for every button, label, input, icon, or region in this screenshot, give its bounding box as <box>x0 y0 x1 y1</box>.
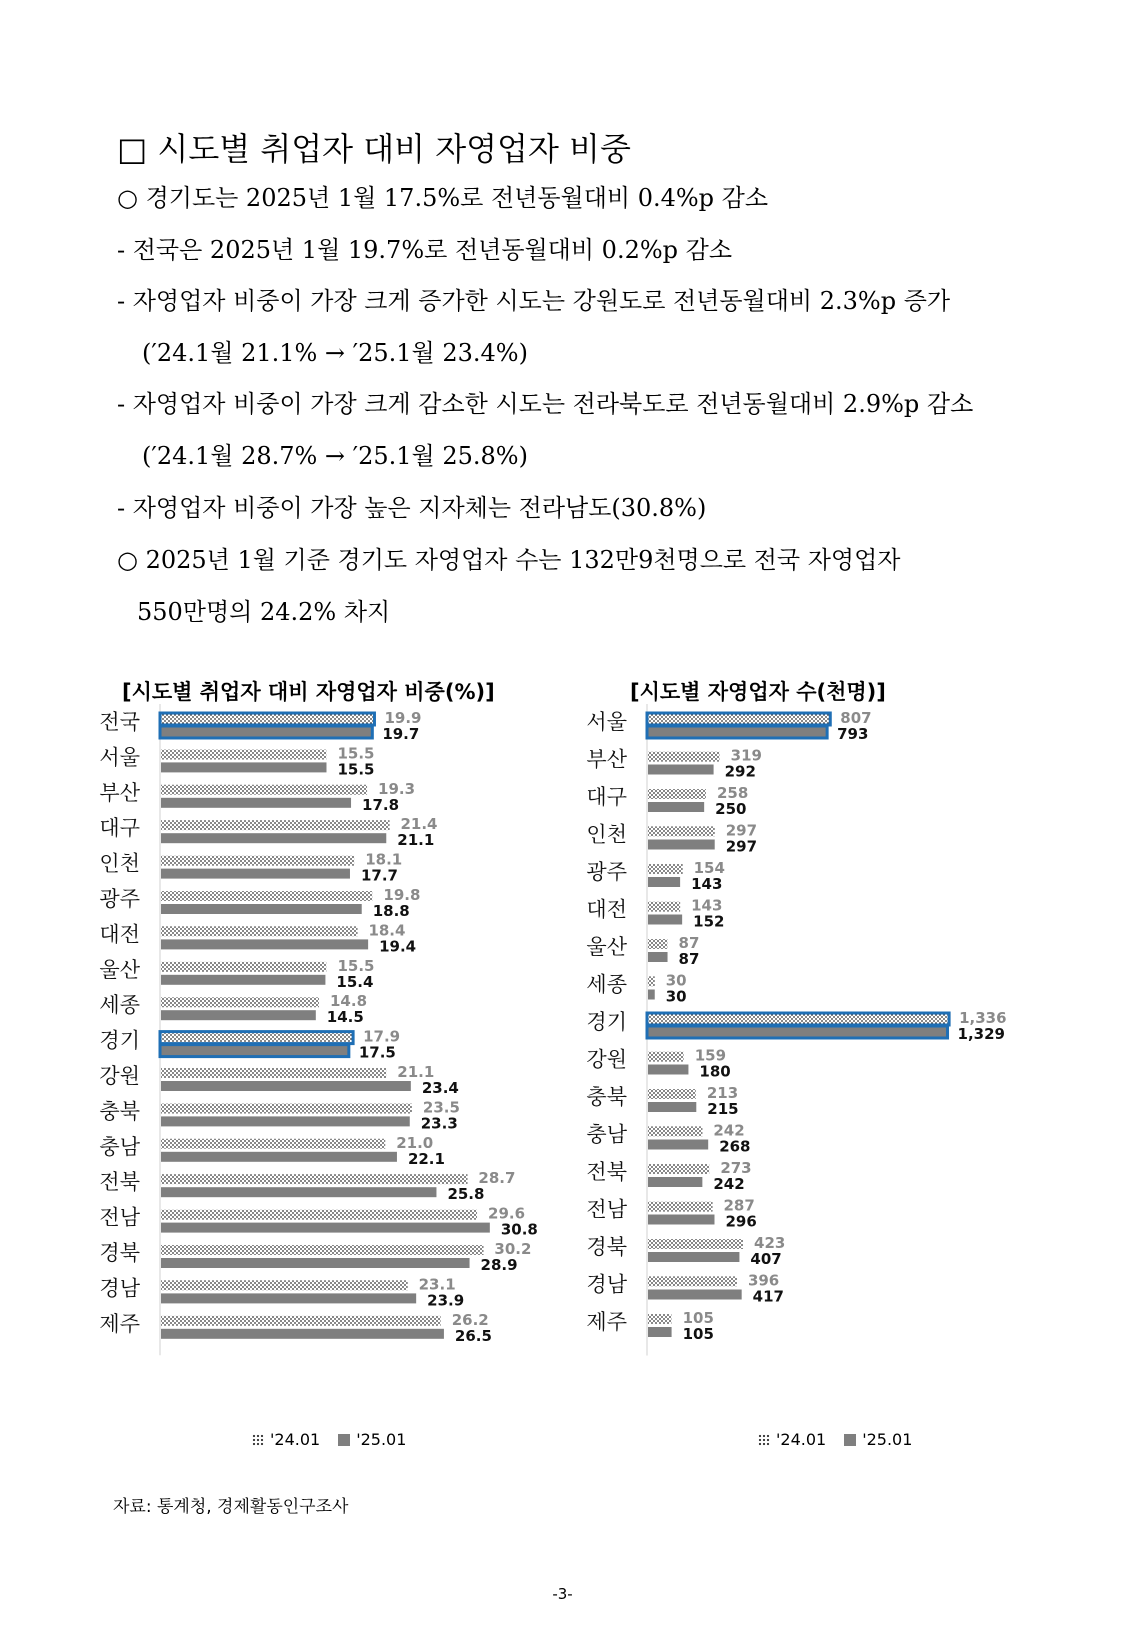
chart-svg-0 <box>99 709 580 1408</box>
summary-line-3: - 자영업자 비중이 가장 크게 증가한 시도는 강원도로 전년동월대비 2.3%p 증가 <box>117 287 951 315</box>
data-label-2025: 152 <box>693 912 725 931</box>
category-label: 대전 <box>99 922 140 947</box>
data-label-2024: 28.7 <box>478 1169 516 1188</box>
summary-line-4: (′24.1월 21.1% → ′25.1월 23.4%) <box>142 339 528 367</box>
bar-2025 <box>648 990 655 1000</box>
bar-2025 <box>161 1010 316 1020</box>
data-label-2025: 215 <box>707 1100 739 1118</box>
data-label-2025: 292 <box>724 762 756 781</box>
category-label: 세종 <box>99 993 140 1018</box>
bar-2024 <box>648 1277 737 1287</box>
data-label-2025: 14.5 <box>326 1008 364 1027</box>
bar-2025 <box>161 869 350 879</box>
summary-line-1: ○ 경기도는 2025년 1월 17.5%로 전년동월대비 0.4%p 감소 <box>117 184 769 212</box>
count-bar-chart <box>586 709 1075 1408</box>
data-label-2025: 87 <box>678 950 700 968</box>
category-label: 제주 <box>99 1311 140 1336</box>
bar-2025 <box>161 1116 410 1126</box>
page-number: -3- <box>552 1585 573 1603</box>
data-label-2025: 180 <box>699 1062 731 1081</box>
data-label-2025: 268 <box>719 1137 751 1156</box>
bar-2024 <box>648 902 680 912</box>
data-label-2024: 30.2 <box>494 1240 532 1258</box>
category-label: 울산 <box>586 935 627 959</box>
data-label-2024: 15.5 <box>337 744 375 763</box>
legend-label-2024: '24.01 <box>776 1430 827 1449</box>
data-label-2024: 18.4 <box>368 921 406 940</box>
category-label: 대구 <box>586 785 627 809</box>
bar-2025 <box>161 727 371 737</box>
data-label-2025: 23.4 <box>421 1079 459 1097</box>
bar-2024 <box>161 714 373 724</box>
bar-2024 <box>161 1139 385 1149</box>
data-label-2025: 105 <box>682 1325 714 1343</box>
data-label-2025: 242 <box>713 1175 745 1193</box>
data-label-2025: 18.8 <box>372 902 410 920</box>
count-chart-legend <box>758 1430 912 1449</box>
bar-2024 <box>161 1033 352 1043</box>
data-label-2025: 1,329 <box>957 1025 1005 1043</box>
ratio-chart-legend <box>252 1430 406 1449</box>
bar-2024 <box>161 1316 441 1326</box>
data-label-2024: 21.1 <box>397 1063 435 1081</box>
bar-2025 <box>648 1252 739 1262</box>
data-label-2025: 19.7 <box>382 725 420 743</box>
bar-2025 <box>648 877 680 887</box>
category-label: 부산 <box>586 747 627 772</box>
category-label: 경기 <box>586 1010 627 1034</box>
bar-2024 <box>161 1245 483 1255</box>
legend-solid-swatch-icon <box>338 1434 350 1446</box>
category-label: 광주 <box>586 860 627 884</box>
bar-2025 <box>161 939 368 949</box>
data-label-2024: 258 <box>716 784 749 802</box>
data-label-2024: 423 <box>754 1234 786 1252</box>
data-label-2025: 17.8 <box>362 795 400 814</box>
data-label-2024: 19.3 <box>378 779 416 798</box>
bar-2025 <box>161 1046 348 1056</box>
data-label-2025: 250 <box>715 800 747 818</box>
chart-svg-1 <box>586 709 1075 1408</box>
legend-label-2025: '25.01 <box>862 1430 913 1449</box>
data-label-2025: 793 <box>837 725 869 743</box>
category-label: 경북 <box>99 1241 140 1265</box>
bar-2025 <box>161 798 351 808</box>
data-label-2025: 19.4 <box>379 937 417 956</box>
bar-2024 <box>161 749 326 759</box>
data-label-2024: 273 <box>720 1159 752 1177</box>
data-label-2024: 87 <box>678 934 700 952</box>
legend-dotted-swatch-icon <box>252 1434 264 1446</box>
category-label: 충북 <box>99 1099 140 1124</box>
data-label-2024: 242 <box>713 1121 745 1140</box>
bar-2025 <box>161 1329 444 1339</box>
bar-2025 <box>648 1327 672 1337</box>
category-label: 인천 <box>99 851 140 876</box>
category-label: 충북 <box>586 1085 627 1109</box>
bar-2024 <box>648 864 683 874</box>
bar-2024 <box>161 785 367 795</box>
bar-2024 <box>648 789 706 799</box>
data-label-2024: 15.5 <box>337 956 375 975</box>
data-label-2025: 28.9 <box>480 1256 518 1274</box>
bar-2025 <box>161 1293 416 1303</box>
bar-2025 <box>648 1177 702 1187</box>
data-label-2025: 417 <box>752 1287 784 1306</box>
page-heading: □ 시도별 취업자 대비 자영업자 비중 <box>117 130 631 168</box>
bar-2024 <box>648 1127 702 1137</box>
bar-2024 <box>161 820 389 830</box>
category-label: 경남 <box>586 1272 627 1297</box>
data-label-2024: 297 <box>725 821 758 840</box>
data-label-2024: 26.2 <box>451 1310 489 1329</box>
category-label: 전국 <box>99 710 140 734</box>
bar-2025 <box>648 727 826 737</box>
data-label-2024: 807 <box>840 709 872 727</box>
bar-2024 <box>648 939 668 949</box>
bar-2024 <box>161 891 372 901</box>
bar-2024 <box>648 1202 712 1212</box>
bar-2025 <box>161 1223 490 1233</box>
bar-2024 <box>648 752 720 762</box>
data-label-2024: 143 <box>691 896 723 915</box>
category-label: 인천 <box>586 822 627 847</box>
bar-2025 <box>648 1027 947 1037</box>
bar-2024 <box>648 977 655 987</box>
data-label-2025: 297 <box>725 837 758 856</box>
data-label-2024: 14.8 <box>330 992 368 1011</box>
bar-2025 <box>161 762 326 772</box>
category-label: 제주 <box>586 1310 627 1334</box>
data-label-2025: 26.5 <box>454 1326 492 1345</box>
category-label: 경북 <box>586 1235 627 1259</box>
bar-2024 <box>161 856 354 866</box>
data-label-2024: 21.4 <box>400 815 438 834</box>
bar-2024 <box>648 1052 684 1062</box>
data-label-2025: 143 <box>691 875 723 893</box>
summary-line-2: - 전국은 2025년 1월 19.7%로 전년동월대비 0.2%p 감소 <box>117 236 733 264</box>
data-label-2025: 23.9 <box>427 1291 465 1310</box>
chart-title-count: [시도별 자영업자 수(천명)] <box>630 680 886 704</box>
summary-line-8: ○ 2025년 1월 기준 경기도 자영업자 수는 132만9천명으로 전국 자영업자 <box>117 546 901 574</box>
category-label: 강원 <box>586 1047 627 1072</box>
category-label: 광주 <box>99 887 140 911</box>
data-label-2025: 22.1 <box>407 1149 445 1168</box>
data-label-2024: 105 <box>682 1309 714 1327</box>
bar-2025 <box>161 904 362 914</box>
data-label-2025: 17.7 <box>360 866 398 885</box>
category-label: 전북 <box>586 1160 627 1184</box>
data-label-2024: 396 <box>747 1271 780 1290</box>
data-label-2024: 213 <box>706 1084 739 1102</box>
data-label-2024: 287 <box>723 1196 755 1215</box>
bar-2025 <box>161 1187 436 1197</box>
data-label-2025: 15.5 <box>337 760 375 779</box>
summary-line-5: - 자영업자 비중이 가장 크게 감소한 시도는 전라북도로 전년동월대비 2.9%p 감소 <box>117 390 974 418</box>
data-label-2024: 18.1 <box>365 850 403 869</box>
bar-2025 <box>648 952 668 962</box>
data-label-2025: 21.1 <box>397 831 435 850</box>
data-label-2024: 1,336 <box>959 1009 1007 1027</box>
category-label: 서울 <box>586 710 627 734</box>
bar-2024 <box>161 1174 467 1184</box>
legend-label-2024: '24.01 <box>270 1430 321 1449</box>
data-label-2025: 30 <box>665 987 687 1006</box>
summary-line-9: 550만명의 24.2% 차지 <box>137 598 391 626</box>
bar-2024 <box>648 714 829 724</box>
data-label-2024: 154 <box>693 859 725 877</box>
source-note: 자료: 통계청, 경제활동인구조사 <box>113 1497 349 1517</box>
bar-2024 <box>648 1089 696 1099</box>
category-label: 서울 <box>99 745 140 770</box>
bar-2025 <box>648 1215 714 1225</box>
bar-2024 <box>648 827 715 837</box>
bar-2025 <box>648 1065 688 1075</box>
bar-2025 <box>648 802 704 812</box>
bar-2024 <box>161 997 319 1007</box>
bar-2025 <box>161 833 386 843</box>
data-label-2024: 159 <box>694 1046 727 1065</box>
data-label-2024: 30 <box>665 971 687 990</box>
data-label-2025: 17.5 <box>358 1043 396 1062</box>
data-label-2025: 23.3 <box>420 1114 458 1133</box>
data-label-2024: 19.8 <box>383 886 421 904</box>
category-label: 충남 <box>99 1134 140 1159</box>
category-label: 울산 <box>99 957 140 982</box>
data-label-2025: 407 <box>750 1250 782 1268</box>
legend-solid-swatch-icon <box>844 1434 856 1446</box>
bar-2025 <box>648 1102 696 1112</box>
category-label: 대구 <box>99 816 140 841</box>
data-label-2024: 319 <box>730 746 762 765</box>
category-label: 세종 <box>586 972 627 997</box>
bar-2025 <box>648 765 714 775</box>
category-label: 충남 <box>586 1122 627 1147</box>
data-label-2025: 30.8 <box>500 1220 538 1239</box>
bar-2024 <box>648 1239 743 1249</box>
bar-2025 <box>648 1140 708 1150</box>
bar-2025 <box>161 1258 470 1268</box>
bar-2025 <box>648 840 715 850</box>
summary-line-7: - 자영업자 비중이 가장 높은 지자체는 전라남도(30.8%) <box>117 494 707 522</box>
bar-2024 <box>161 962 326 972</box>
bar-2024 <box>648 1164 709 1174</box>
legend-label-2025: '25.01 <box>356 1430 407 1449</box>
data-label-2024: 21.0 <box>396 1133 434 1152</box>
bar-2024 <box>161 1068 386 1078</box>
data-label-2025: 15.4 <box>336 972 374 991</box>
bar-2025 <box>161 1152 397 1162</box>
bar-2024 <box>648 1314 672 1324</box>
category-label: 강원 <box>99 1064 140 1088</box>
category-label: 전남 <box>586 1197 627 1222</box>
summary-line-6: (′24.1월 28.7% → ′25.1월 25.8%) <box>142 442 528 470</box>
legend-dotted-swatch-icon <box>758 1434 770 1446</box>
data-label-2024: 23.1 <box>418 1275 456 1294</box>
data-label-2024: 29.6 <box>488 1204 526 1223</box>
category-label: 전남 <box>99 1205 140 1230</box>
data-label-2025: 296 <box>725 1212 757 1231</box>
bar-2025 <box>161 975 325 985</box>
bar-2024 <box>161 1210 477 1220</box>
ratio-bar-chart <box>99 709 580 1408</box>
bar-2025 <box>161 1081 411 1091</box>
data-label-2024: 23.5 <box>422 1098 460 1117</box>
category-label: 경남 <box>99 1276 140 1301</box>
chart-title-ratio: [시도별 취업자 대비 자영업자 비중(%)] <box>122 680 495 704</box>
category-label: 부산 <box>99 780 140 805</box>
category-label: 경기 <box>99 1028 140 1053</box>
bar-2024 <box>161 1103 412 1113</box>
category-label: 전북 <box>99 1170 140 1195</box>
category-label: 대전 <box>586 897 627 922</box>
data-label-2025: 25.8 <box>447 1185 485 1204</box>
bar-2024 <box>648 1014 948 1024</box>
data-label-2024: 17.9 <box>363 1027 401 1046</box>
bar-2025 <box>648 915 682 925</box>
bar-2024 <box>161 1280 408 1290</box>
bar-2024 <box>161 926 357 936</box>
bar-2025 <box>648 1290 742 1300</box>
data-label-2024: 19.9 <box>384 709 422 727</box>
